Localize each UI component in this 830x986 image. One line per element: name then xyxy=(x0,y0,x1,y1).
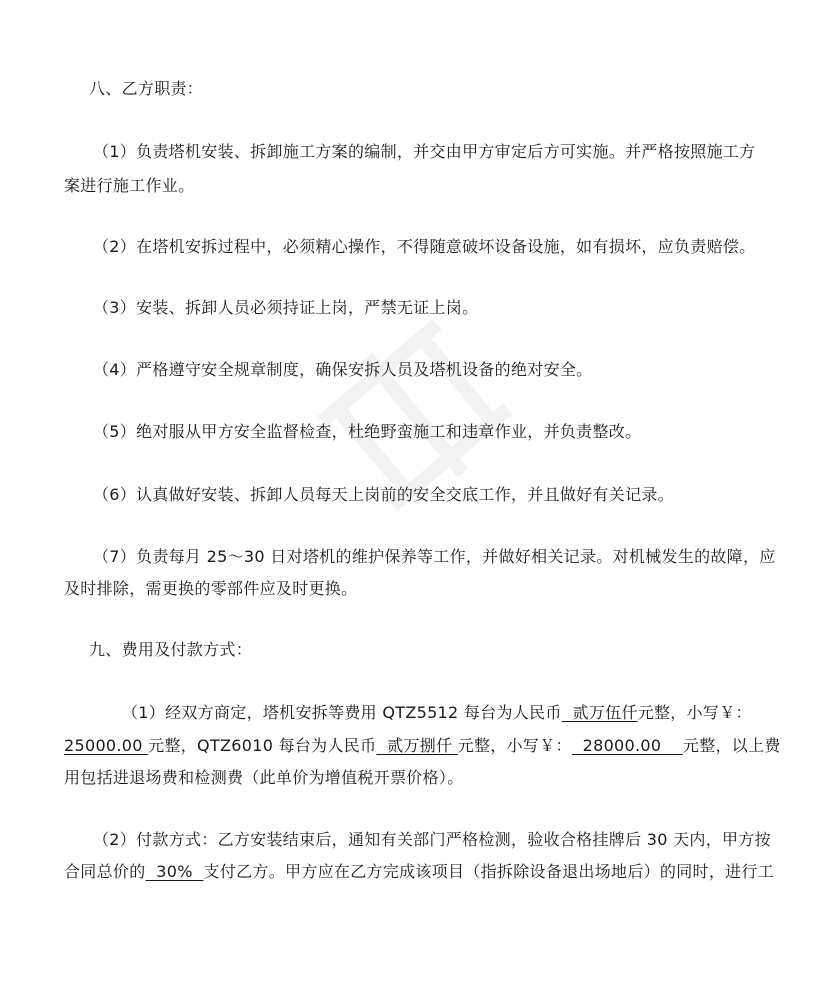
fee-amount-6010-number: 28000.00 xyxy=(571,736,683,755)
section-8-heading: 八、乙方职责： xyxy=(89,79,204,98)
fee-text: （1）经双方商定，塔机安拆等费用 QTZ5512 每台为人民币 xyxy=(122,703,562,722)
fee-item-1-line3: 用包括进退场费和检测费（此单价为增值税开票价格）。 xyxy=(64,768,464,787)
section-9-heading: 九、费用及付款方式： xyxy=(89,640,253,659)
fee-amount-5512-number: 25000.00 xyxy=(64,736,149,755)
payment-text: 支付乙方。甲方应在乙方完成该项目（指拆除设备退出场地后）的同时，进行工 xyxy=(203,862,775,881)
duty-item-2: （2）在塔机安拆过程中，必须精心操作，不得随意破坏设备设施，如有损坏，应负责赔偿。 xyxy=(93,237,756,256)
payment-percentage: 30% xyxy=(145,862,204,881)
duty-item-3: （3）安装、拆卸人员必须持证上岗，严禁无证上岗。 xyxy=(93,298,479,317)
fee-item-1-line1 xyxy=(122,702,752,724)
fee-text: 元整，小写￥： xyxy=(637,703,752,722)
duty-item-7-line2: 及时排除，需更换的零部件应及时更换。 xyxy=(64,579,358,598)
duty-item-4: （4）严格遵守安全规章制度，确保安拆人员及塔机设备的绝对安全。 xyxy=(93,360,593,379)
duty-item-7-line1: （7）负责每月 25～30 日对塔机的维护保养等工作，并做好相关记录。对机械发生的故障，应 xyxy=(93,547,776,566)
duty-item-5: （5）绝对服从甲方安全监督检查，杜绝野蛮施工和违章作业，并负责整改。 xyxy=(93,422,642,441)
duty-item-1-line2: 案进行施工作业。 xyxy=(64,176,195,195)
payment-item-2-line1: （2）付款方式：乙方安装结束后，通知有关部门严格检测，验收合格挂牌后 30 天内，甲方按 xyxy=(93,830,771,849)
payment-item-2-line2 xyxy=(64,861,774,883)
fee-text: 元整，小写￥： xyxy=(457,736,572,755)
fee-text: 元整，以上费 xyxy=(682,736,781,755)
fee-amount-6010-words: 贰万捌仟 xyxy=(376,736,458,755)
duty-item-1-line1: （1）负责塔机安装、拆卸施工方案的编制，并交由甲方审定后方可实施。并严格按照施工方 xyxy=(93,142,756,161)
fee-amount-5512-words: 贰万伍仟 xyxy=(561,703,638,722)
fee-text: 元整，QTZ6010 每台为人民币 xyxy=(148,736,377,755)
payment-text: 合同总价的 xyxy=(64,862,146,881)
duty-item-6: （6）认真做好安装、拆卸人员每天上岗前的安全交底工作，并且做好有关记录。 xyxy=(93,485,674,504)
fee-item-1-line2 xyxy=(64,735,781,757)
